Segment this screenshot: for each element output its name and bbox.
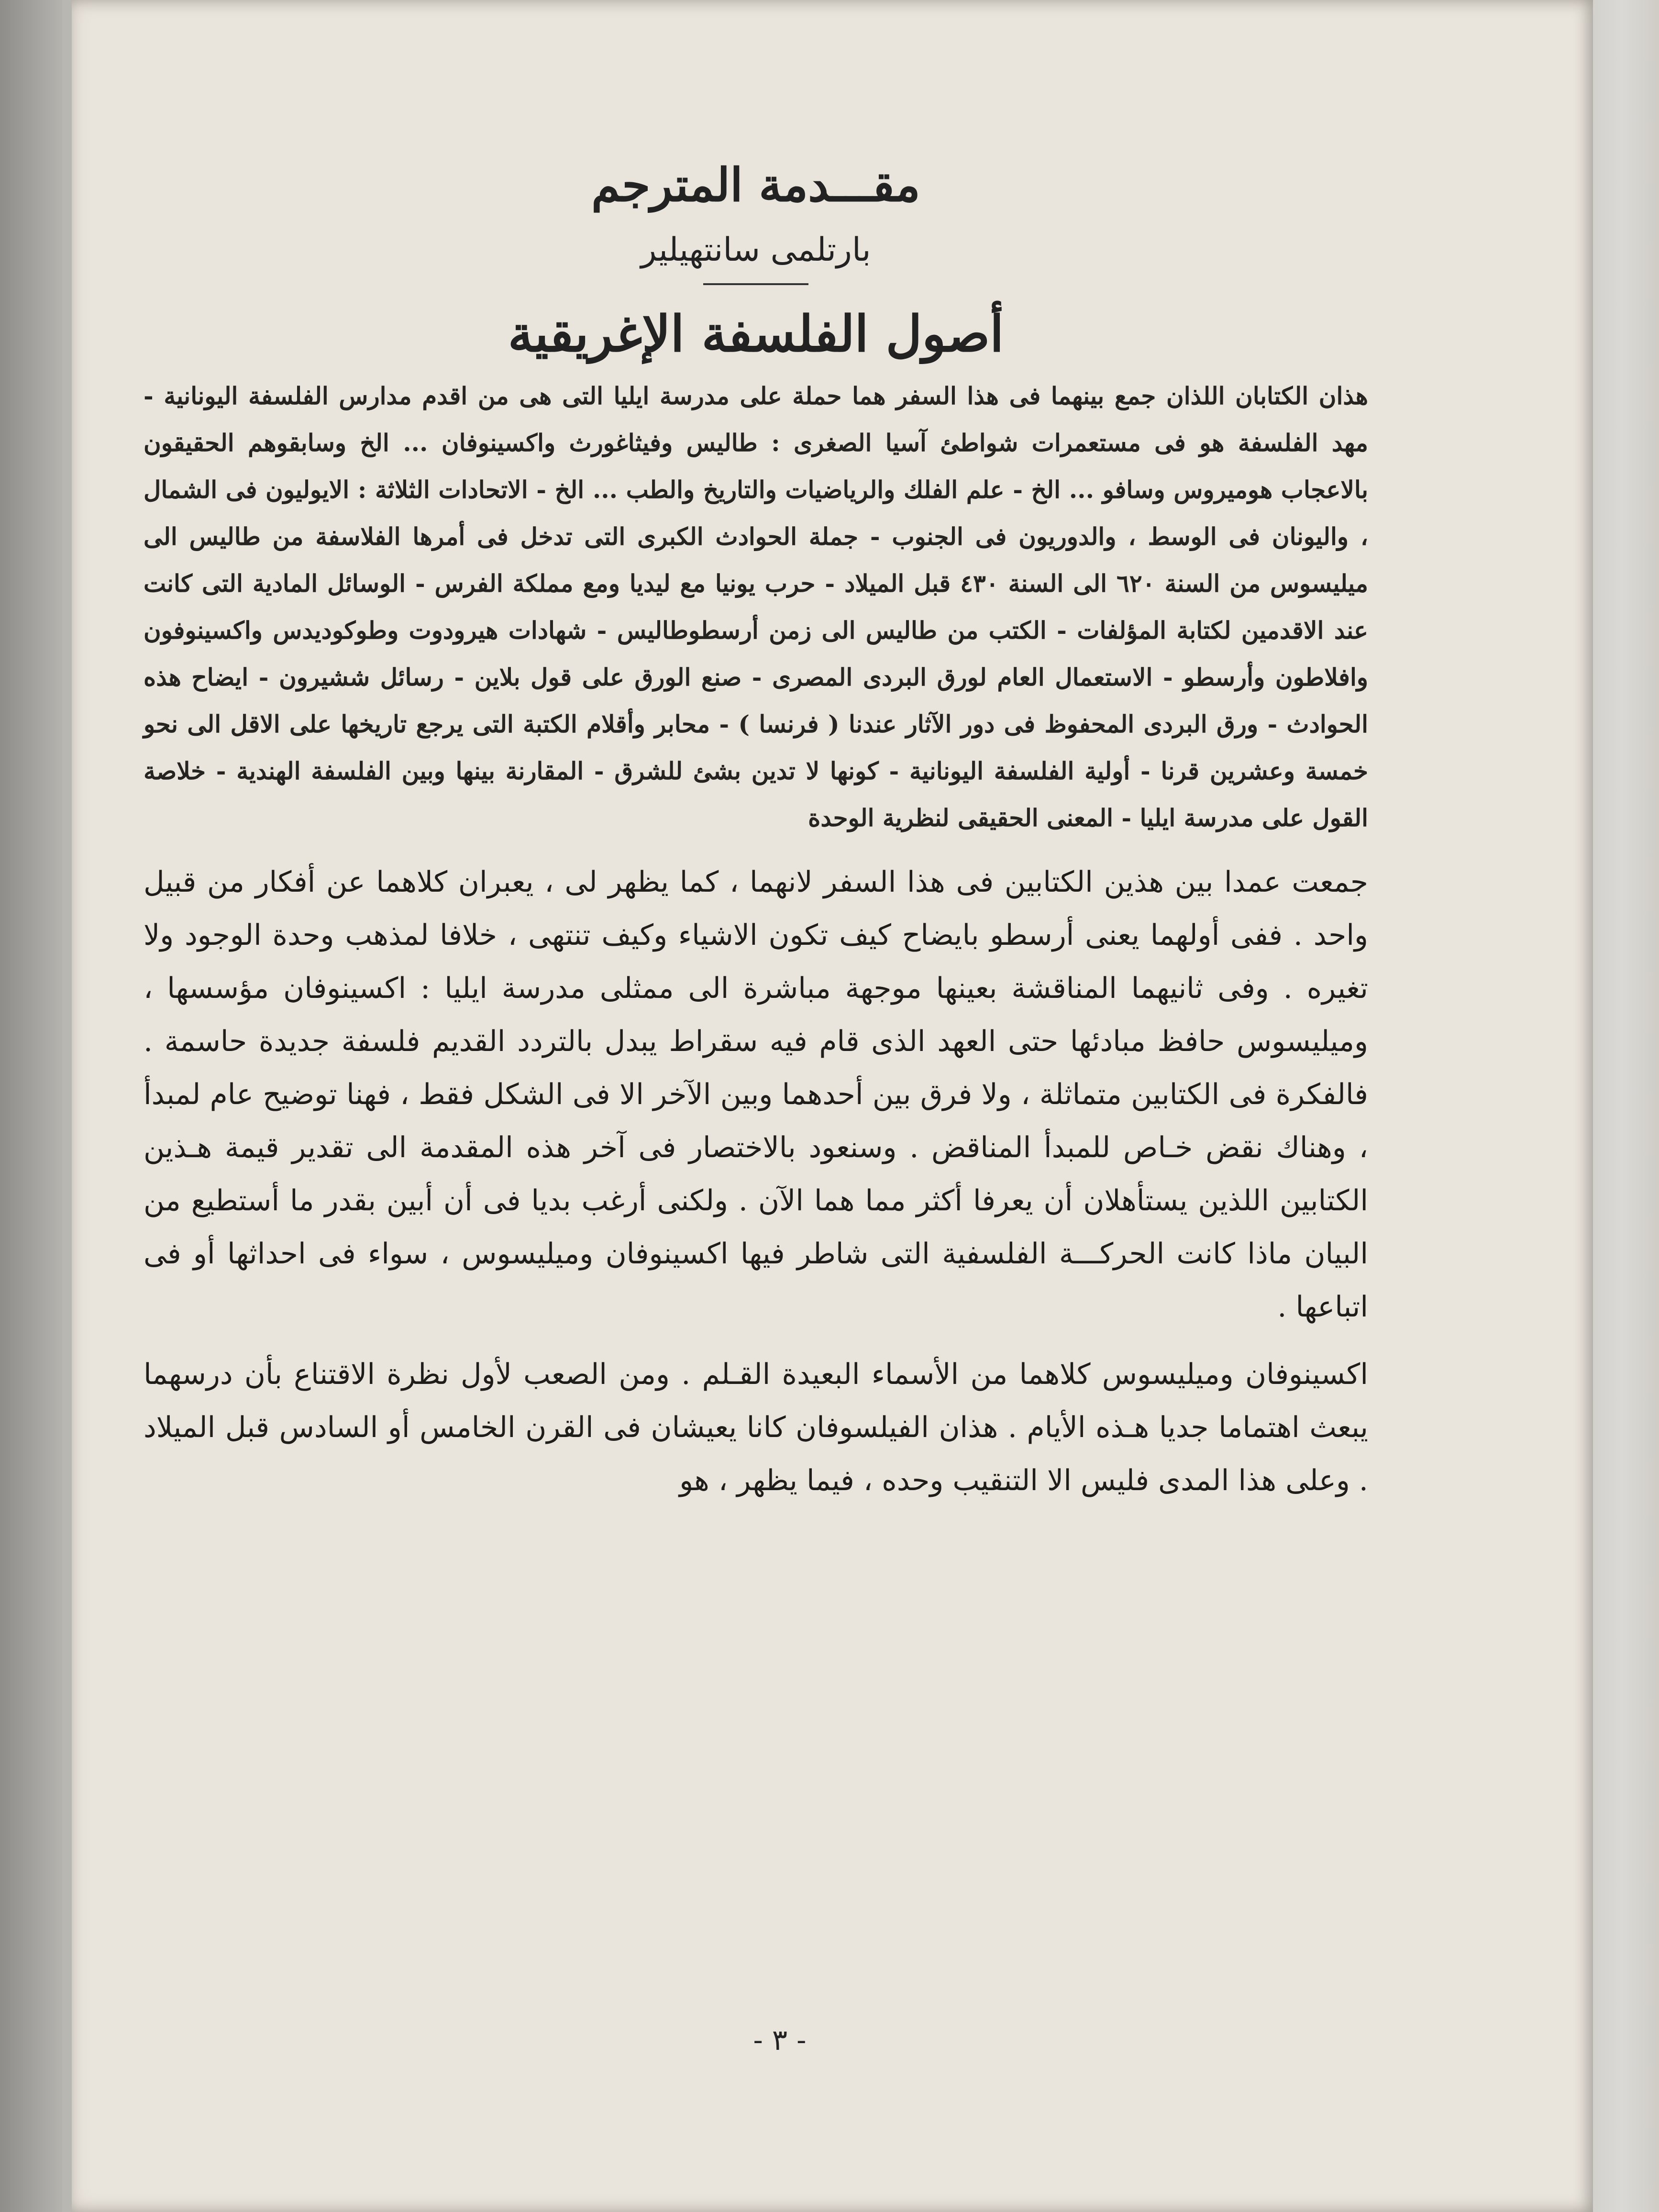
chapter-title: أصول الفلسفة الإغريقية	[508, 304, 1004, 363]
body-paragraph-1: جمعت عمدا بين هذين الكتابين فى هذا السفر لانهما ، كما يظهر لى ، يعبران كلاهما عن أفكار من قبيل واحد . ففى أولهما يعنى أرسطو بايضاح كيف تكون الاشياء وكيف تنتهى ، خلافا لمذهب وحدة الوجود ولا تغيره . وفى ثانيهما المناقشة بعينها موجهة مباشرة الى ممثلى مدرسة ايليا : اكسينوفان مؤسسها ، وميليسوس حافظ مبادئها حتى العهد الذى قام فيه سقراط يبدل بالتردد القديم فلسفة جديدة حاسمة . فالفكرة فى الكتابين متماثلة ، ولا فرق بين أحدهما وبين الآخر الا فى الشكل فقط ، فهنا توضيح عام لمبدأ ، وهناك نقض خـاص للمبدأ المناقض . وسنعود بالاختصار فى آخر هذه المقدمة الى تقدير قيمة هـذين الكتابين اللذين يستأهلان أن يعرفا أكثر مما هما الآن . ولكنى أرغب بديا فى أن أبين بقدر ما أستطيع من البيان ماذا كانت الحركـــة الفلسفية التى شاطر فيها اكسينوفان وميليسوس ، سواء فى احداثها أو فى اتباعها .	[144, 865, 1368, 1324]
page-content	[144, 158, 1368, 1507]
page-edge-shadow	[1622, 0, 1659, 2212]
chapter-summary: هذان الكتابان اللذان جمع بينهما فى هذا السفر هما حملة على مدرسة ايليا التى هى من اقدم مدارس الفلسفة اليونانية - مهد الفلسفة هو فى مستعمرات شواطئ آسيا الصغرى : طاليس وفيثاغورث واكسينوفان ... الخ وسابقوهم الحقيقون بالاعجاب هوميروس وسافو ... الخ - علم الفلك والرياضيات والتاريخ والطب ... الخ - الاتحادات الثلاثة : الايوليون فى الشمال ، واليونان فى الوسط ، والدوريون فى الجنوب - جملة الحوادث الكبرى التى تدخل فى أمرها الفلاسفة من طاليس الى ميليسوس من السنة ٦٢٠ الى السنة ٤٣٠ قبل الميلاد - حرب يونيا مع ليديا ومع مملكة الفرس - الوسائل المادية التى كانت عند الاقدمين لكتابة المؤلفات - الكتب من طاليس الى زمن أرسطوطاليس - شهادات هيرودوت وطوكوديدس واكسينوفون وافلاطون وأرسطو - الاستعمال العام لورق البردى المصرى - صنع الورق على قول بلاين - رسائل ششيرون - ايضاح هذه الحوادث - ورق البردى المحفوظ فى دور الآثار عندنا ( فرنسا ) - محابر وأقلام الكتبة التى يرجع تاريخها على الاقل الى نحو خمسة وعشرين قرنا - أولية الفلسفة اليونانية - كونها لا تدين بشئ للشرق - المقارنة بينها وبين الفلسفة الهندية - خلاصة القول على مدرسة ايليا - المعنى الحقيقى لنظرية الوحدة	[144, 382, 1368, 832]
divider-rule	[703, 283, 808, 285]
background-left	[0, 0, 62, 2212]
body-paragraph-2: اكسينوفان وميليسوس كلاهما من الأسماء البعيدة القـلم . ومن الصعب لأول نظرة الاقتناع بأن درسهما يبعث اهتماما جديا هـذه الأيام . هذان الفيلسوفان كانا يعيشان فى القرن الخامس أو السادس قبل الميلاد . وعلى هذا المدى فليس الا التنقيب وحده ، فيما يظهر ، هو	[144, 1358, 1368, 1497]
page-title: مقـــدمة المترجم	[591, 158, 920, 212]
page-number: - ٣ -	[753, 2024, 807, 2057]
author-name: بارتلمى سانتهيلير	[641, 231, 871, 269]
